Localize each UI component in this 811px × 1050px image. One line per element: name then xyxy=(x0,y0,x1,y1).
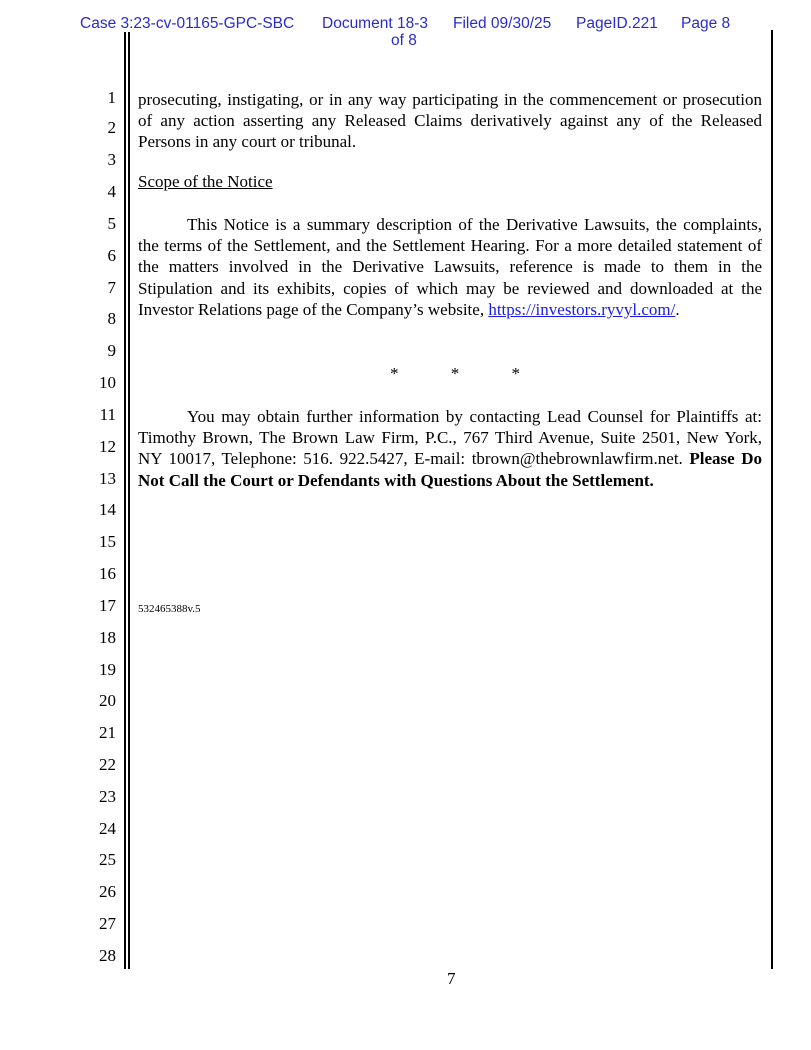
line-number: 4 xyxy=(107,182,116,201)
paragraph-contact xyxy=(138,406,762,491)
line-number: 6 xyxy=(107,246,116,265)
line-number: 26 xyxy=(99,882,116,901)
line-number: 22 xyxy=(99,755,116,774)
paragraph-released-claims: prosecuting, instigating, or in any way participating in the commencement or prosecution of any action asserting any Released Claims derivatively against any of the Released Persons in any court or tribunal. xyxy=(138,90,762,152)
section-separator xyxy=(390,363,520,384)
line-number: 12 xyxy=(99,437,116,456)
line-number: 9 xyxy=(107,341,116,360)
section-heading-scope: Scope of the Notice xyxy=(138,172,273,191)
separator-star: * xyxy=(511,364,520,383)
line-number: 18 xyxy=(99,628,116,647)
filed-date: Filed 09/30/25 xyxy=(453,15,552,32)
line-number: 3 xyxy=(107,150,116,169)
line-number: 15 xyxy=(99,532,116,551)
scope-end: . xyxy=(675,299,680,319)
page-id: PageID.221 xyxy=(576,15,658,32)
investor-relations-link[interactable]: https://investors.ryvyl.com/ xyxy=(488,299,676,319)
filing-header xyxy=(0,15,811,49)
right-margin-rule xyxy=(771,30,773,969)
line-number: 11 xyxy=(99,405,116,424)
left-margin-rule-outer xyxy=(124,32,126,969)
line-number: 5 xyxy=(107,214,116,233)
contact-text: You may obtain further information by contacting Lead Counsel for Plaintiffs at: Timothy Brown, The Brown Law Firm, P.C., 767 Third Avenue, Suite 2501, New York, NY 10017, Telephone: 516. 922.5427, E-mail: tbrown@thebrownlawfirm.net. xyxy=(138,407,762,469)
line-number: 2 xyxy=(107,118,116,137)
page-indicator: Page 8 xyxy=(681,15,731,32)
line-number: 8 xyxy=(107,309,116,328)
line-number: 25 xyxy=(99,850,116,869)
case-number: Case 3:23-cv-01165-GPC-SBC xyxy=(80,15,295,32)
separator-star: * xyxy=(390,364,399,383)
line-number: 20 xyxy=(99,691,116,710)
line-number: 17 xyxy=(99,596,116,615)
document-id: 532465388v.5 xyxy=(138,603,201,615)
paragraph-scope xyxy=(138,214,762,320)
line-number: 23 xyxy=(99,787,116,806)
line-number: 10 xyxy=(99,373,116,392)
page-total: of 8 xyxy=(391,32,417,49)
line-number: 28 xyxy=(99,946,116,965)
line-number: 16 xyxy=(99,564,116,583)
line-number: 21 xyxy=(99,723,116,742)
line-number: 7 xyxy=(107,278,116,297)
document-number: Document 18-3 xyxy=(322,15,428,32)
line-number: 24 xyxy=(99,819,116,838)
left-margin-rule-inner xyxy=(128,32,130,969)
line-number: 1 xyxy=(107,88,116,107)
line-number: 19 xyxy=(99,660,116,679)
separator-star: * xyxy=(450,364,460,383)
line-number: 14 xyxy=(99,500,116,519)
line-number: 27 xyxy=(99,914,116,933)
contact-warning: Please Do Not Call the Court or Defendants with Questions About the Settlement. xyxy=(138,449,763,490)
page-number: 7 xyxy=(447,969,456,988)
scope-text: This Notice is a summary description of the Derivative Lawsuits, the complaints, the terms of the Settlement, and the Settlement Hearing. For a more detailed statement of the matters involved in the Derivative Lawsuits, reference is made to them in the Stipulation and its exhibits, copies of which may be reviewed and downloaded at the Investor Relations page of the Company’s website, xyxy=(138,215,762,319)
line-number: 13 xyxy=(99,469,116,488)
